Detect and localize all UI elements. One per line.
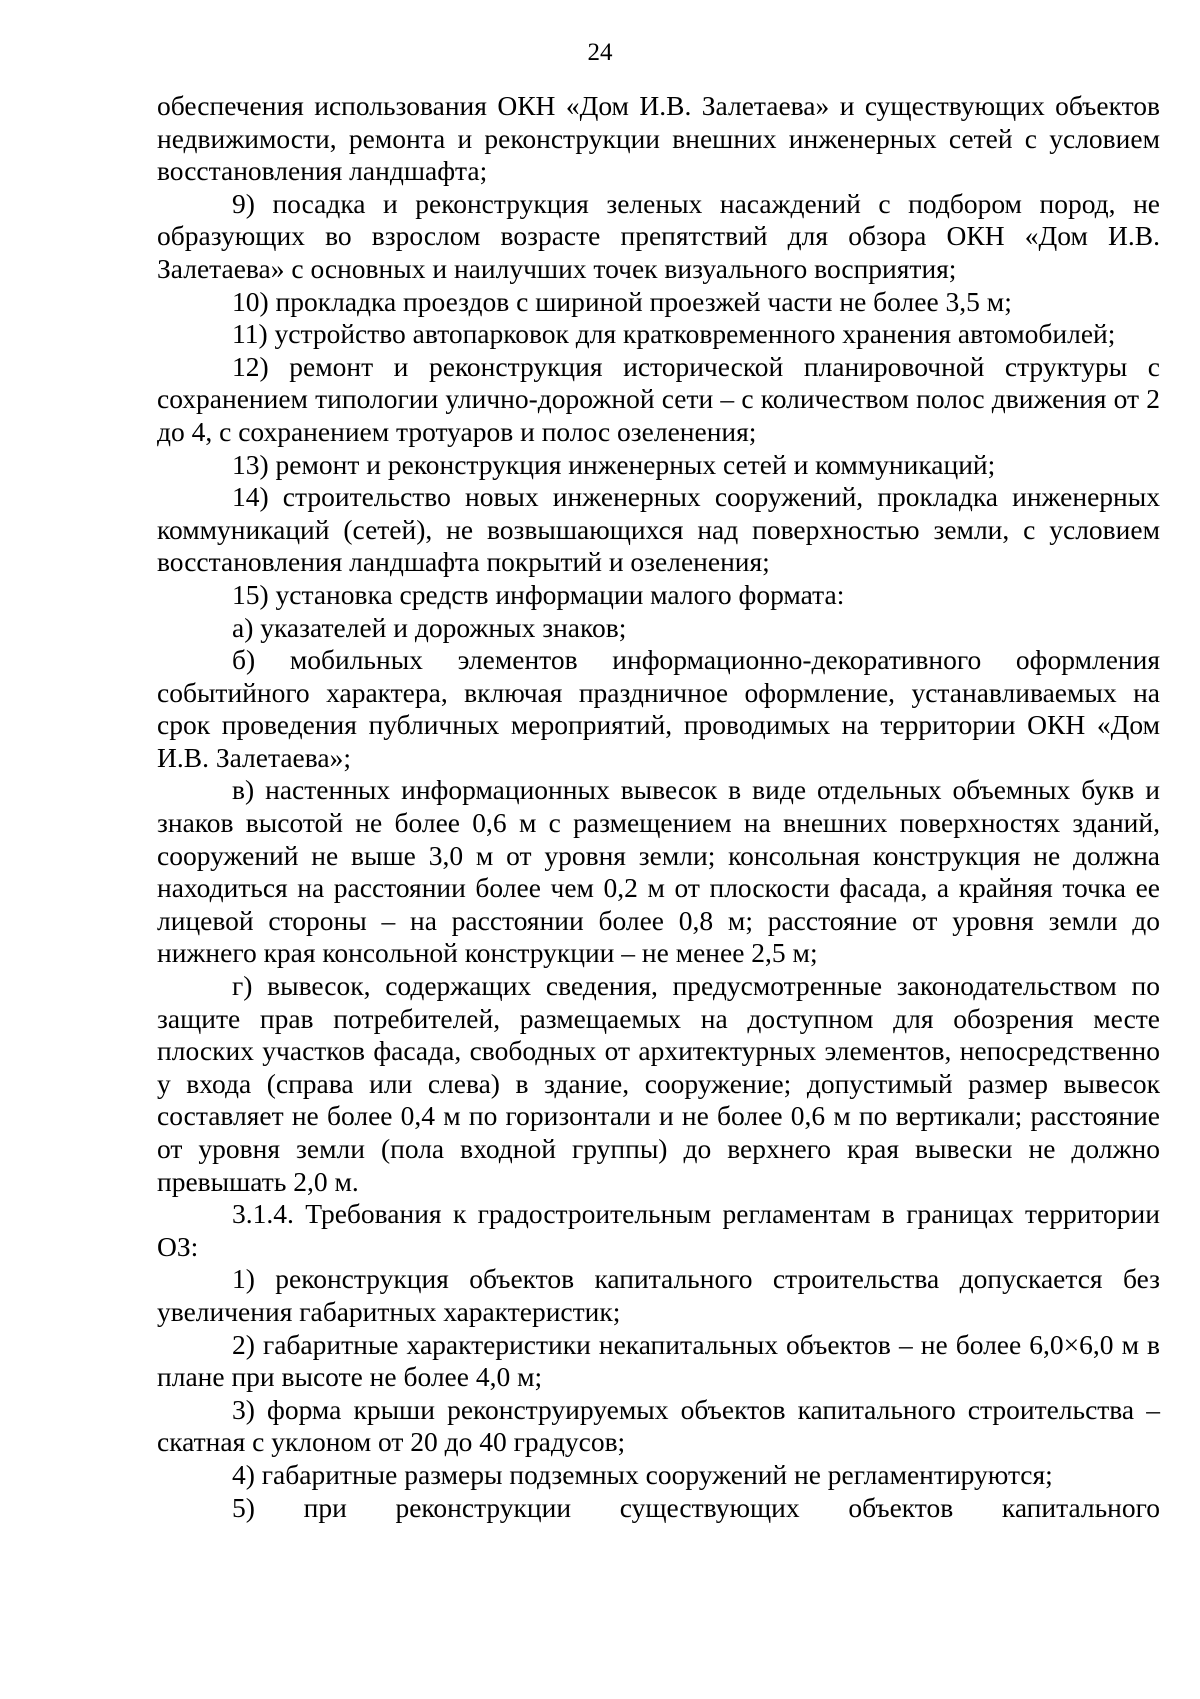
sub-item-a: а) указателей и дорожных знаков;	[232, 611, 627, 643]
requirement-item-4: 4) габаритные размеры подземных сооружений не регламентируются;	[232, 1458, 1053, 1490]
page-number: 24	[587, 39, 613, 66]
list-item-10: 10) прокладка проездов с шириной проезжей части не более 3,5 м;	[232, 285, 1012, 317]
sub-item-v: в) настенных информационных вывесок в виде отдельных объемных букв и знаков высотой не более 0,6 м с размещением на внешних поверхностях зданий, сооружений не выше 3,0 м от уровня земли; консольная конструкция не должна находиться на расстоянии более чем 0,2 м от плоскости фасада, а крайняя точка ее лицевой стороны – на расстоянии более 0,8 м; расстояние от уровня земли до нижнего края консольной конструкции – не менее 2,5 м;	[157, 774, 1160, 969]
requirement-item-2: 2) габаритные характеристики некапитальных объектов – не более 6,0×6,0 м в плане при высоте не более 4,0 м;	[157, 1328, 1160, 1393]
list-item-15: 15) установка средств информации малого формата:	[232, 578, 845, 610]
sub-item-g: г) вывесок, содержащих сведения, предусмотренные законодательством по защите прав потребителей, размещаемых на доступном для обозрения месте плоских участков фасада, свободных от архитектурных элементов, непосредственно у входа (справа или слева) в здание, сооружение; допустимый размер вывесок составляет не более 0,4 м по горизонтали и не более 0,6 м по вертикали; расстояние от уровня земли (пола входной группы) до верхнего края вывески не должно превышать 2,0 м.	[157, 970, 1160, 1197]
paragraph-continuation: обеспечения использования ОКН «Дом И.В. Залетаева» и существующих объектов недвижимости, ремонта и реконструкции внешних инженерных сетей с условием восстановления ландшафта;	[157, 90, 1160, 187]
list-item-14: 14) строительство новых инженерных сооружений, прокладка инженерных коммуникаций (сетей), не возвышающихся над поверхностью земли, с условием восстановления ландшафта покрытий и озеленения;	[157, 481, 1160, 578]
requirement-item-3: 3) форма крыши реконструируемых объектов капитального строительства – скатная с уклоном от 20 до 40 градусов;	[157, 1393, 1160, 1458]
document-body	[157, 90, 1160, 1524]
list-item-13: 13) ремонт и реконструкция инженерных сетей и коммуникаций;	[232, 448, 996, 480]
list-item-9: 9) посадка и реконструкция зеленых насаждений с подбором пород, не образующих во взрослом возрасте препятствий для обзора ОКН «Дом И.В. Залетаева» с основных и наилучших точек визуального восприятия;	[157, 187, 1160, 284]
list-item-11: 11) устройство автопарковок для кратковременного хранения автомобилей;	[232, 318, 1116, 350]
sub-item-b: б) мобильных элементов информационно-декоративного оформления событийного характера, включая праздничное оформление, устанавливаемых на срок проведения публичных мероприятий, проводимых на территории ОКН «Дом И.В. Залетаева»;	[157, 644, 1160, 773]
requirement-item-1: 1) реконструкция объектов капитального строительства допускается без увеличения габаритных характеристик;	[157, 1263, 1160, 1327]
section-heading-3-1-4: 3.1.4. Требования к градостроительным регламентам в границах территории ОЗ:	[157, 1198, 1160, 1262]
requirement-item-5: 5) при реконструкции существующих объектов капитального	[232, 1491, 1160, 1523]
list-item-12: 12) ремонт и реконструкция исторической планировочной структуры с сохранением типологии улично-дорожной сети – с количеством полос движения от 2 до 4, с сохранением тротуаров и полос озеленения;	[157, 350, 1160, 447]
